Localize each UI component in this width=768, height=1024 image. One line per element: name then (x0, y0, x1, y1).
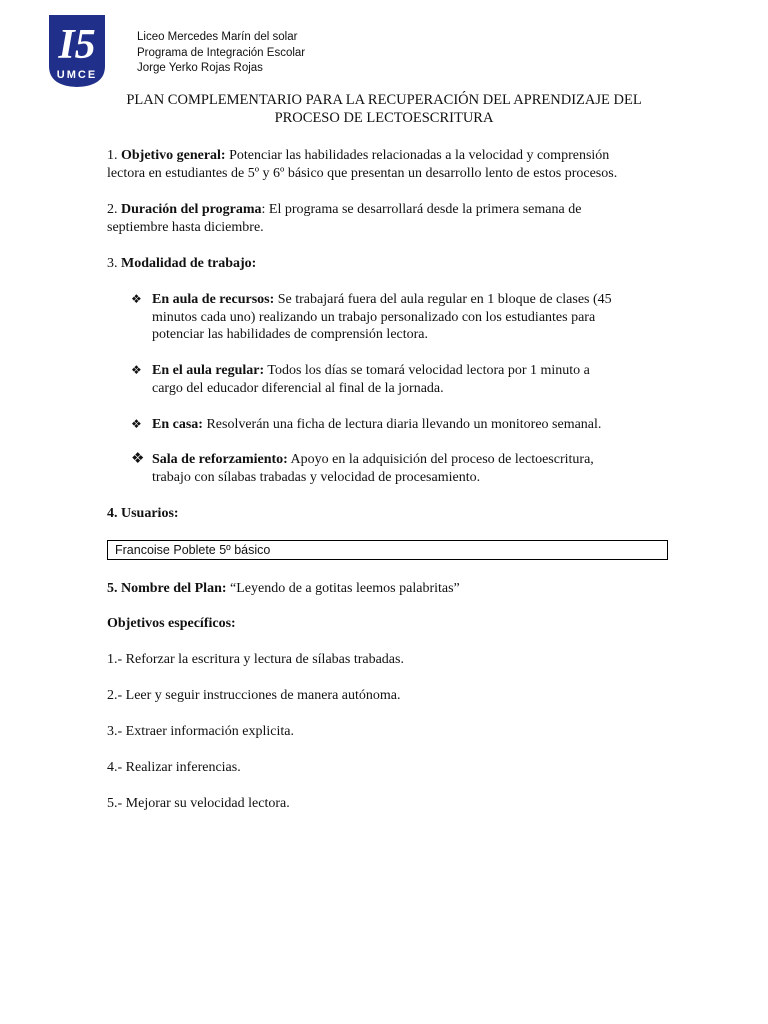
section1-text-1: Potenciar las habilidades relacionadas a la velocidad y comprensión (225, 148, 610, 163)
diamond-bullet-icon: ❖ (131, 292, 142, 306)
section1-text-2: lectora en estudiantes de 5º y 6º básico que presentan un desarrollo lento de estos procesos. (107, 165, 618, 181)
section2-text-1: : El programa se desarrollará desde la primera semana de (261, 202, 582, 217)
section3-label: Modalidad de trabajo: (121, 256, 257, 271)
specific-item: 1.- Reforzar la escritura y lectura de sílabas trabadas. (107, 652, 404, 667)
section3-number: 3. (107, 256, 121, 271)
section1-number: 1. (107, 148, 121, 163)
header-info (137, 30, 305, 77)
section1-label: Objetivo general: (121, 148, 226, 163)
section-work-mode (107, 255, 667, 273)
diamond-bullet-icon: ❖ (131, 363, 142, 377)
bullet1-line-3: potenciar las habilidades de comprensión lectora. (152, 327, 429, 342)
bullet3-line-1: Resolverán una ficha de lectura diaria llevando un monitoreo semanal. (202, 417, 602, 432)
header-school: Liceo Mercedes Marín del solar (137, 31, 298, 43)
bullet4-label: Sala de reforzamiento: (152, 452, 288, 467)
section2-number: 2. (107, 202, 121, 217)
bullet1-label: En aula de recursos: (152, 292, 275, 307)
bullet3-label: En casa: (152, 417, 203, 432)
bullet2-line-2: cargo del educador diferencial al final de la jornada. (152, 380, 444, 396)
section-users (107, 505, 667, 523)
section4-label: 4. Usuarios: (107, 506, 179, 521)
title-line-1: PLAN COMPLEMENTARIO PARA LA RECUPERACIÓN DEL APRENDIZAJE DEL (126, 92, 642, 108)
specific-heading: Objetivos específicos: (107, 616, 236, 631)
bullet1-line-1: Se trabajará fuera del aula regular en 1 bloque de clases (45 (274, 292, 612, 307)
specific-item: 4.- Realizar inferencias. (107, 760, 241, 775)
bullet2-label: En el aula regular: (152, 363, 265, 378)
bullet4-line-1: Apoyo en la adquisición del proceso de lectoescritura, (287, 452, 594, 467)
header-program: Programa de Integración Escolar (137, 46, 306, 59)
section5-text: “Leyendo de a gotitas leemos palabritas” (226, 581, 460, 596)
diamond-bullet-icon: ❖ (131, 417, 142, 431)
section-objective-general (107, 147, 667, 182)
logo-sub-text: UMCE (56, 69, 98, 81)
bullet2-line-1: Todos los días se tomará velocidad lectora por 1 minuto a (264, 363, 590, 378)
logo-main-text: I5 (58, 22, 96, 68)
document-title (90, 92, 678, 127)
section2-text-2: septiembre hasta diciembre. (107, 219, 264, 235)
bullet4-line-2: trabajo con sílabas trabadas y velocidad de procesamiento. (152, 469, 481, 485)
school-logo (48, 14, 106, 88)
section5-label: 5. Nombre del Plan: (107, 581, 227, 596)
specific-item: 5.- Mejorar su velocidad lectora. (107, 796, 290, 811)
bullet1-line-2: minutos cada uno) realizando un trabajo personalizado con los estudiantes para (152, 309, 596, 325)
title-line-2: PROCESO DE LECTOESCRITURA (274, 109, 494, 126)
header-author: Jorge Yerko Rojas Rojas (137, 62, 263, 74)
specific-objectives-heading (107, 615, 667, 633)
section2-label: Duración del programa (121, 202, 262, 217)
section-duration (107, 201, 667, 236)
specific-item: 3.- Extraer información explicita. (107, 724, 294, 739)
user-box: Francoise Poblete 5º básico (107, 540, 668, 560)
section-plan-name (107, 580, 667, 598)
diamond-bullet-icon: ❖ (131, 449, 145, 467)
specific-item: 2.- Leer y seguir instrucciones de manera autónoma. (107, 688, 401, 703)
